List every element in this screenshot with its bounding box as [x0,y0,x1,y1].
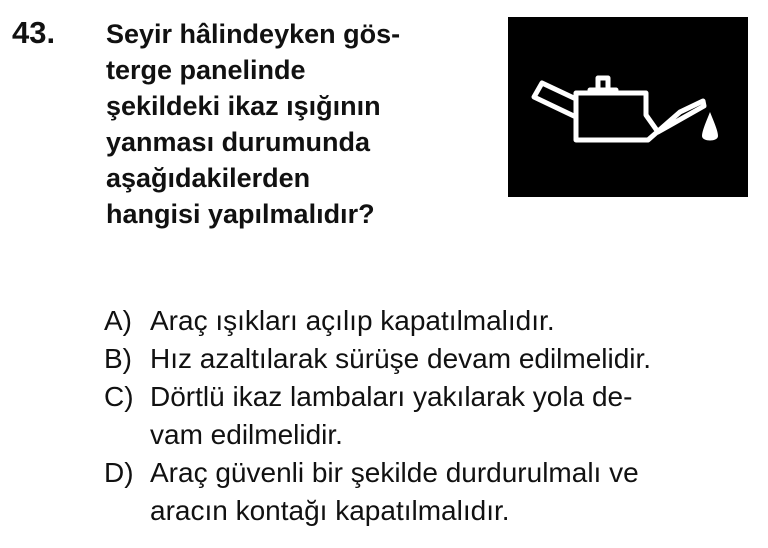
option-d[interactable] [104,454,764,530]
option-letter: A) [104,305,132,336]
question-line: terge panelinde [106,55,306,85]
option-text: Hız azaltılarak sürüşe devam edilmelidir. [150,343,652,374]
option-c[interactable] [104,378,764,454]
option-letter: C) [104,381,134,412]
option-text-continued: vam edilmelidir. [150,419,343,450]
option-letter: D) [104,457,134,488]
question-line: aşağıdakilerden [106,163,311,193]
answer-options [104,302,764,530]
question-line: Seyir hâlindeyken gös- [106,19,401,49]
oil-can-handle [534,83,576,117]
option-text: Dörtlü ikaz lambaları yakılarak yola de- [150,381,633,412]
oil-drop [702,112,718,141]
question-text [106,16,496,232]
option-a[interactable] [104,302,764,340]
option-text: Araç güvenli bir şekilde durdurulmalı ve [150,457,639,488]
option-text: Araç ışıkları açılıp kapatılmalıdır. [150,305,555,336]
option-b[interactable] [104,340,764,378]
question-line: yanması durumunda [106,127,371,157]
oil-can-body [576,93,704,140]
option-text-continued: aracın kontağı kapatılmalıdır. [150,495,510,526]
warning-light-figure [508,17,748,197]
option-letter: B) [104,343,132,374]
question-number: 43. [12,15,56,50]
question-line: hangisi yapılmalıdır? [106,199,375,229]
oil-pressure-warning-icon [508,17,748,197]
question-line: şekildeki ikaz ışığının [106,91,381,121]
